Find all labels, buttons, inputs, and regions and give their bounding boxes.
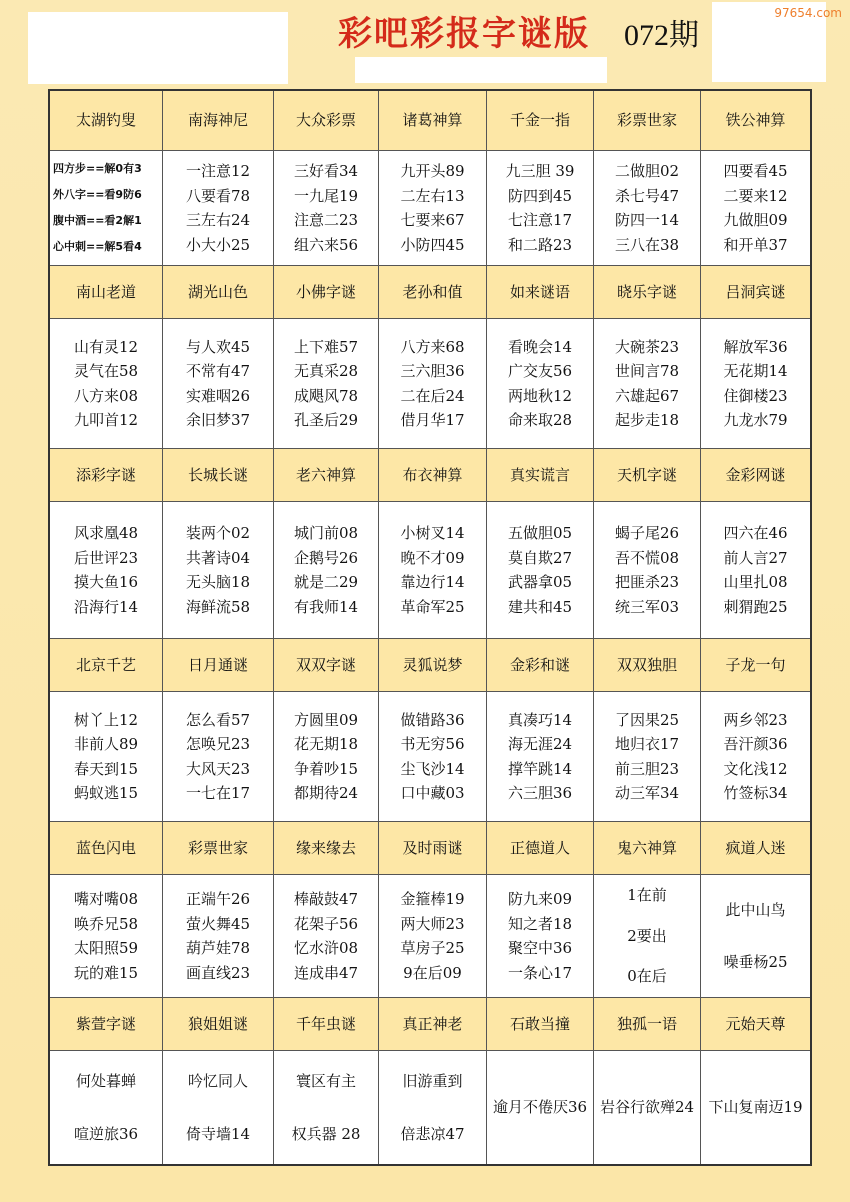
riddle-line: 二要来12 bbox=[723, 186, 788, 205]
riddle-cell bbox=[701, 151, 810, 266]
riddle-line: 余旧梦37 bbox=[185, 411, 251, 429]
column-header: 北京千艺 bbox=[50, 639, 163, 692]
riddle-cell bbox=[594, 502, 701, 639]
riddle-cell bbox=[274, 875, 379, 998]
riddle-line: 三八在38 bbox=[614, 235, 680, 254]
riddle-line: 后世评23 bbox=[73, 548, 139, 567]
riddle-line: 金箍棒19 bbox=[400, 890, 465, 908]
riddle-line: 三好看34 bbox=[293, 162, 359, 180]
riddle-line: 九龙水79 bbox=[723, 411, 788, 429]
riddle-line: 山有灵12 bbox=[73, 337, 139, 356]
riddle-line: 防四一14 bbox=[614, 211, 680, 229]
riddle-line: 山里扎08 bbox=[723, 573, 788, 591]
riddle-line: 画直线23 bbox=[185, 963, 251, 982]
riddle-cell bbox=[594, 1051, 701, 1164]
riddle-line: 知之者18 bbox=[507, 914, 573, 933]
riddle-line: 权兵器 28 bbox=[291, 1124, 361, 1143]
riddle-line: 此中山鸟 bbox=[725, 900, 786, 919]
riddle-line: 二在后24 bbox=[400, 386, 465, 405]
riddle-cell bbox=[379, 151, 487, 266]
riddle-line: 晚不才09 bbox=[400, 548, 465, 567]
riddle-cell bbox=[701, 502, 810, 639]
riddle-line: 防四到45 bbox=[507, 186, 573, 205]
riddle-line: 七注意17 bbox=[507, 211, 573, 229]
column-header: 铁公神算 bbox=[701, 91, 810, 151]
riddle-cell bbox=[379, 692, 487, 822]
riddle-line: 唤乔兄58 bbox=[73, 914, 139, 933]
riddle-line: 下山复南迈19 bbox=[708, 1098, 803, 1117]
column-header: 疯道人迷 bbox=[701, 822, 810, 875]
riddle-cell bbox=[594, 151, 701, 266]
riddle-cell bbox=[487, 502, 594, 639]
column-header: 子龙一句 bbox=[701, 639, 810, 692]
riddle-line: 世间言78 bbox=[614, 362, 680, 380]
riddle-cell bbox=[50, 319, 163, 449]
riddle-line: 一注意12 bbox=[185, 162, 251, 180]
riddle-cell bbox=[487, 319, 594, 449]
riddle-cell bbox=[594, 692, 701, 822]
riddle-cell bbox=[274, 319, 379, 449]
column-header: 独孤一语 bbox=[594, 998, 701, 1051]
column-header: 太湖钓叟 bbox=[50, 91, 163, 151]
riddle-line: 无真采28 bbox=[293, 362, 359, 380]
column-header: 日月通谜 bbox=[163, 639, 274, 692]
riddle-line: 撑竿跳14 bbox=[507, 759, 573, 778]
riddle-line: 一七在17 bbox=[185, 784, 251, 802]
riddle-cell bbox=[487, 875, 594, 998]
column-header: 缘来缘去 bbox=[274, 822, 379, 875]
column-header: 双双字谜 bbox=[274, 639, 379, 692]
riddle-line: 解放军36 bbox=[723, 337, 788, 356]
riddle-line: 和二路23 bbox=[507, 235, 573, 254]
riddle-line: 岩谷行欲殚24 bbox=[599, 1098, 695, 1117]
riddle-line: 二做胆02 bbox=[614, 162, 680, 180]
riddle-line: 草房子25 bbox=[400, 939, 465, 957]
riddle-line: 刺猬跑25 bbox=[723, 597, 788, 616]
riddle-line: 借月华17 bbox=[400, 411, 465, 429]
riddle-line: 实难咽26 bbox=[185, 386, 251, 405]
column-header: 鬼六神算 bbox=[594, 822, 701, 875]
column-header: 大众彩票 bbox=[274, 91, 379, 151]
riddle-line: 四方步==解0有3 bbox=[53, 162, 142, 175]
riddle-cell bbox=[487, 1051, 594, 1164]
column-header: 双双独胆 bbox=[594, 639, 701, 692]
riddle-line: 花架子56 bbox=[293, 914, 359, 933]
riddle-line: 动三军34 bbox=[614, 784, 680, 802]
riddle-line: 组六来56 bbox=[293, 235, 359, 254]
riddle-line: 起步走18 bbox=[614, 411, 680, 429]
riddle-cell bbox=[274, 692, 379, 822]
riddle-cell bbox=[50, 502, 163, 639]
riddle-line: 与人欢45 bbox=[185, 337, 251, 356]
riddle-line: 八要看78 bbox=[185, 186, 251, 205]
riddle-line: 方圆里09 bbox=[293, 710, 359, 729]
riddle-line: 做错路36 bbox=[400, 710, 465, 729]
riddle-line: 六三胆36 bbox=[507, 784, 573, 802]
riddle-cell bbox=[594, 875, 701, 998]
riddle-cell bbox=[487, 692, 594, 822]
riddle-line: 广交友56 bbox=[507, 362, 573, 380]
riddle-line: 小大小25 bbox=[185, 235, 251, 254]
riddle-line: 0在后 bbox=[627, 967, 667, 986]
riddle-line: 防九来09 bbox=[507, 890, 573, 908]
column-header: 如来谜语 bbox=[487, 266, 594, 319]
riddle-line: 靠边行14 bbox=[400, 573, 465, 591]
riddle-line: 莫自欺27 bbox=[507, 548, 573, 567]
riddle-line: 建共和45 bbox=[507, 597, 573, 616]
riddle-line: 六雄起67 bbox=[614, 386, 680, 405]
column-header: 湖光山色 bbox=[163, 266, 274, 319]
riddle-line: 何处暮蝉 bbox=[75, 1072, 136, 1090]
riddle-cell bbox=[379, 1051, 487, 1164]
riddle-cell bbox=[379, 502, 487, 639]
riddle-line: 两乡邻23 bbox=[723, 710, 788, 729]
riddle-line: 吾汗颜36 bbox=[723, 735, 788, 753]
column-header: 千年虫谜 bbox=[274, 998, 379, 1051]
riddle-line: 两地秋12 bbox=[507, 386, 573, 405]
riddle-cell bbox=[163, 692, 274, 822]
riddle-cell bbox=[50, 1051, 163, 1164]
riddle-table bbox=[48, 89, 812, 1166]
riddle-line: 有我师14 bbox=[293, 597, 359, 616]
riddle-line: 不常有47 bbox=[185, 362, 251, 380]
riddle-line: 小防四45 bbox=[400, 235, 465, 254]
riddle-line: 看晚会14 bbox=[507, 337, 573, 356]
riddle-cell bbox=[163, 502, 274, 639]
column-header: 南山老道 bbox=[50, 266, 163, 319]
column-header: 真实谎言 bbox=[487, 449, 594, 502]
riddle-line: 2要出 bbox=[627, 926, 667, 945]
riddle-line: 心中刺==解5看4 bbox=[53, 240, 142, 253]
riddle-line: 吾不慌08 bbox=[614, 548, 680, 567]
riddle-line: 九做胆09 bbox=[723, 211, 788, 229]
riddle-line: 风求凰48 bbox=[73, 524, 139, 542]
riddle-line: 逾月不倦厌36 bbox=[492, 1098, 588, 1117]
riddle-line: 命来取28 bbox=[507, 411, 573, 429]
riddle-line: 把匪杀23 bbox=[614, 573, 680, 591]
column-header: 千金一指 bbox=[487, 91, 594, 151]
riddle-line: 口中藏03 bbox=[400, 784, 465, 802]
column-header: 布衣神算 bbox=[379, 449, 487, 502]
riddle-line: 八方来08 bbox=[73, 386, 139, 405]
riddle-line: 杀七号47 bbox=[614, 186, 680, 205]
column-header: 紫萱字谜 bbox=[50, 998, 163, 1051]
column-header: 元始天尊 bbox=[701, 998, 810, 1051]
riddle-line: 九叩首12 bbox=[73, 411, 139, 429]
riddle-line: 四六在46 bbox=[723, 524, 788, 542]
column-header: 诸葛神算 bbox=[379, 91, 487, 151]
riddle-line: 大碗茶23 bbox=[614, 337, 680, 356]
column-header: 金彩和谜 bbox=[487, 639, 594, 692]
riddle-line: 腹中酒==看2解1 bbox=[53, 214, 142, 227]
column-header: 正德道人 bbox=[487, 822, 594, 875]
riddle-line: 九三胆 39 bbox=[505, 162, 575, 180]
site-watermark: 97654.com bbox=[774, 6, 842, 20]
riddle-line: 真凑巧14 bbox=[507, 710, 573, 729]
riddle-line: 地归衣17 bbox=[614, 735, 680, 753]
riddle-line: 春天到15 bbox=[73, 759, 139, 778]
riddle-line: 怎么看57 bbox=[185, 710, 251, 729]
riddle-cell bbox=[274, 1051, 379, 1164]
riddle-line: 倍悲凉47 bbox=[400, 1124, 465, 1143]
riddle-line: 蝎子尾26 bbox=[614, 524, 680, 542]
riddle-cell bbox=[50, 692, 163, 822]
riddle-cell bbox=[379, 319, 487, 449]
riddle-line: 八方来68 bbox=[400, 337, 465, 356]
column-header: 真正神老 bbox=[379, 998, 487, 1051]
riddle-line: 一九尾19 bbox=[293, 186, 359, 205]
riddle-line: 书无穷56 bbox=[400, 735, 465, 753]
riddle-line: 嘴对嘴08 bbox=[73, 890, 139, 908]
riddle-line: 前三胆23 bbox=[614, 759, 680, 778]
riddle-line: 七要来67 bbox=[400, 211, 465, 229]
blank-area-left bbox=[28, 12, 288, 84]
riddle-line: 沿海行14 bbox=[73, 597, 139, 616]
riddle-line: 噪垂杨25 bbox=[723, 953, 788, 971]
riddle-line: 摸大鱼16 bbox=[73, 573, 139, 591]
riddle-cell bbox=[163, 319, 274, 449]
riddle-line: 四要看45 bbox=[723, 162, 788, 180]
column-header: 天机字谜 bbox=[594, 449, 701, 502]
riddle-cell bbox=[487, 151, 594, 266]
riddle-line: 寰区有主 bbox=[295, 1072, 356, 1090]
riddle-line: 尘飞沙14 bbox=[400, 759, 465, 778]
riddle-line: 怎唤兄23 bbox=[185, 735, 251, 753]
issue-number: 072期 bbox=[624, 19, 699, 52]
riddle-cell bbox=[379, 875, 487, 998]
riddle-line: 无花期14 bbox=[723, 362, 788, 380]
riddle-line: 统三军03 bbox=[614, 597, 680, 616]
riddle-line: 企鹅号26 bbox=[293, 548, 359, 567]
riddle-line: 三左右24 bbox=[185, 211, 251, 229]
riddle-line: 争着吵15 bbox=[293, 759, 359, 778]
column-header: 金彩网谜 bbox=[701, 449, 810, 502]
riddle-line: 武器拿05 bbox=[507, 573, 573, 591]
riddle-line: 树丫上12 bbox=[73, 710, 139, 729]
riddle-line: 都期待24 bbox=[293, 784, 359, 802]
column-header: 彩票世家 bbox=[594, 91, 701, 151]
riddle-cell bbox=[701, 692, 810, 822]
riddle-cell bbox=[50, 875, 163, 998]
riddle-line: 和开单37 bbox=[723, 235, 788, 254]
riddle-line: 孔圣后29 bbox=[293, 411, 359, 429]
riddle-line: 文化浅12 bbox=[723, 759, 788, 778]
riddle-line: 棒敲鼓47 bbox=[293, 890, 359, 908]
riddle-line: 两大师23 bbox=[400, 914, 465, 933]
column-header: 小佛字谜 bbox=[274, 266, 379, 319]
column-header: 吕洞宾谜 bbox=[701, 266, 810, 319]
riddle-line: 灵气在58 bbox=[73, 362, 139, 380]
column-header: 灵狐说梦 bbox=[379, 639, 487, 692]
riddle-line: 蚂蚁逃15 bbox=[73, 784, 139, 802]
riddle-cell bbox=[50, 151, 163, 266]
column-header: 晓乐字谜 bbox=[594, 266, 701, 319]
riddle-line: 成飓风78 bbox=[293, 386, 359, 405]
riddle-line: 1在前 bbox=[627, 886, 667, 905]
column-header: 老六神算 bbox=[274, 449, 379, 502]
riddle-line: 装两个02 bbox=[185, 524, 251, 542]
column-header: 石敢当撞 bbox=[487, 998, 594, 1051]
riddle-line: 竹签标34 bbox=[723, 784, 788, 802]
riddle-cell bbox=[274, 502, 379, 639]
riddle-line: 海无涯24 bbox=[507, 735, 573, 753]
riddle-line: 海鲜流58 bbox=[185, 597, 251, 616]
riddle-line: 小树叉14 bbox=[400, 524, 465, 542]
riddle-line: 五做胆05 bbox=[507, 524, 573, 542]
riddle-line: 聚空中36 bbox=[507, 939, 573, 957]
column-header: 狼姐姐谜 bbox=[163, 998, 274, 1051]
riddle-cell bbox=[163, 151, 274, 266]
riddle-line: 就是二29 bbox=[293, 573, 359, 591]
riddle-line: 九开头89 bbox=[400, 162, 465, 180]
riddle-line: 一条心17 bbox=[507, 963, 573, 982]
riddle-line: 注意二23 bbox=[293, 211, 359, 229]
column-header: 添彩字谜 bbox=[50, 449, 163, 502]
riddle-line: 三六胆36 bbox=[400, 362, 465, 380]
riddle-line: 葫芦娃78 bbox=[185, 939, 251, 957]
riddle-line: 无头脑18 bbox=[185, 573, 251, 591]
riddle-cell bbox=[701, 319, 810, 449]
riddle-cell bbox=[163, 1051, 274, 1164]
riddle-line: 旧游重到 bbox=[402, 1072, 463, 1090]
riddle-line: 上下难57 bbox=[293, 337, 359, 356]
riddle-line: 正端午26 bbox=[185, 890, 251, 908]
riddle-line: 忆水浒08 bbox=[293, 939, 359, 957]
column-header: 彩票世家 bbox=[163, 822, 274, 875]
riddle-line: 住御楼23 bbox=[723, 386, 788, 405]
riddle-line: 共著诗04 bbox=[185, 548, 251, 567]
page-title: 彩吧彩报字谜版 bbox=[338, 14, 590, 54]
column-header: 长城长谜 bbox=[163, 449, 274, 502]
riddle-line: 了因果25 bbox=[614, 710, 680, 729]
riddle-line: 喧逆旅36 bbox=[73, 1124, 139, 1143]
riddle-cell bbox=[701, 875, 810, 998]
riddle-line: 前人言27 bbox=[723, 548, 788, 567]
riddle-cell bbox=[701, 1051, 810, 1164]
riddle-line: 非前人89 bbox=[73, 735, 139, 753]
column-header: 蓝色闪电 bbox=[50, 822, 163, 875]
riddle-line: 萤火舞45 bbox=[185, 914, 251, 933]
riddle-line: 吟忆同人 bbox=[187, 1072, 248, 1090]
riddle-line: 玩的难15 bbox=[73, 963, 139, 982]
riddle-line: 太阳照59 bbox=[73, 939, 139, 957]
column-header: 及时雨谜 bbox=[379, 822, 487, 875]
riddle-line: 大风天23 bbox=[185, 759, 251, 778]
riddle-line: 9在后09 bbox=[403, 963, 462, 982]
riddle-line: 倚寺墙14 bbox=[185, 1124, 251, 1143]
riddle-line: 连成串47 bbox=[293, 963, 359, 982]
riddle-cell bbox=[163, 875, 274, 998]
riddle-cell bbox=[274, 151, 379, 266]
column-header: 老孙和值 bbox=[379, 266, 487, 319]
riddle-line: 革命军25 bbox=[400, 597, 465, 616]
riddle-line: 花无期18 bbox=[293, 735, 359, 753]
riddle-line: 城门前08 bbox=[293, 524, 359, 542]
riddle-line: 二左右13 bbox=[400, 186, 465, 205]
riddle-line: 外八字==看9防6 bbox=[53, 188, 142, 201]
blank-area-center bbox=[355, 57, 607, 83]
riddle-cell bbox=[594, 319, 701, 449]
column-header: 南海神尼 bbox=[163, 91, 274, 151]
